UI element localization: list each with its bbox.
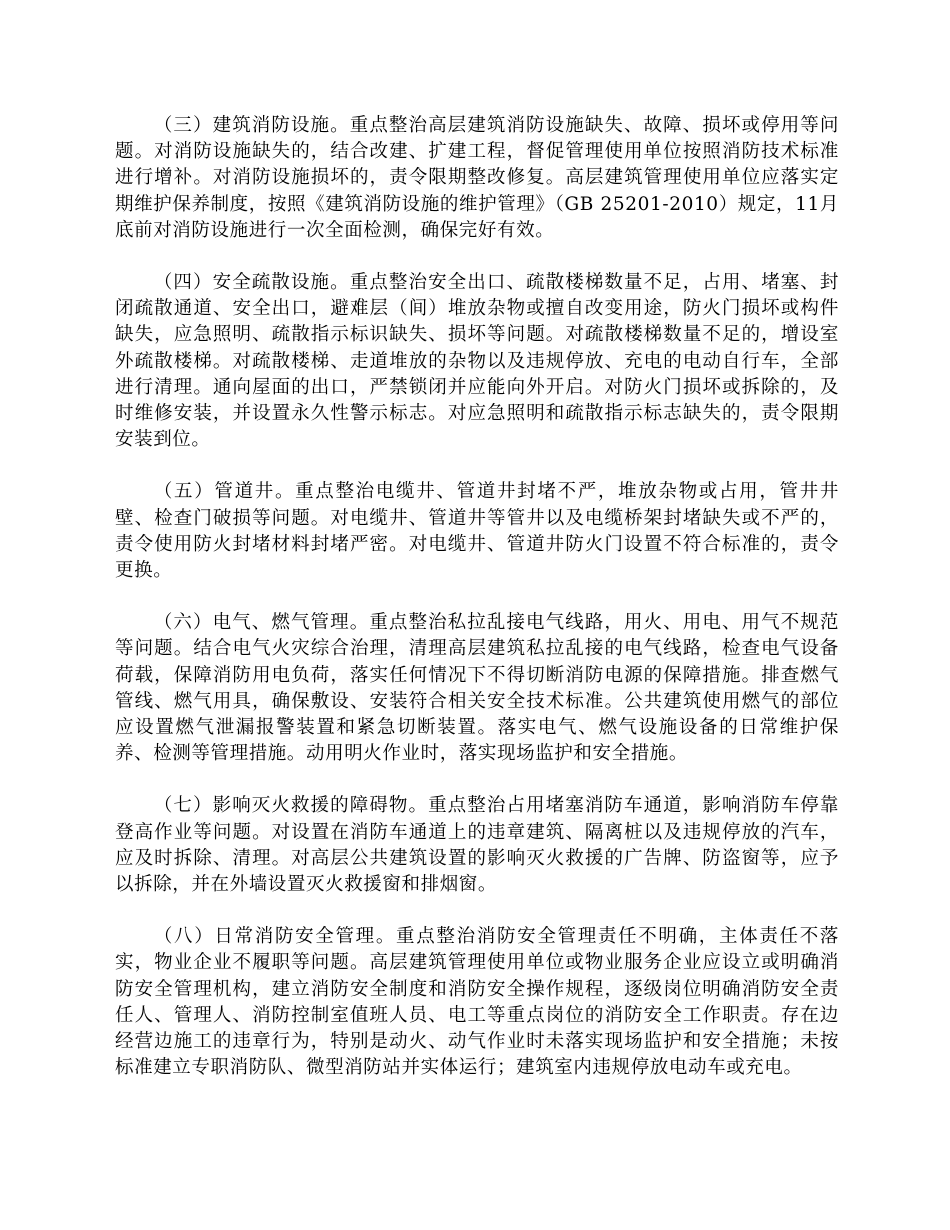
paragraph-building-fire-facilities: （三）建筑消防设施。重点整治高层建筑消防设施缺失、故障、损坏或停用等问题。对消防设施缺失的，结合改建、扩建工程，督促管理使用单位按照消防技术标准进行增补。对消防设施损坏的，责令限期整改修复。高层建筑管理使用单位应落实定期维护保养制度，按照《建筑消防设施的维护管理》（GB 25201-2010）规定，11月底前对消防设施进行一次全面检测，确保完好有效。 [115, 115, 839, 241]
paragraph-daily-management: （八）日常消防安全管理。重点整治消防安全管理责任不明确，主体责任不落实，物业企业不履职等问题。高层建筑管理使用单位或物业服务企业应设立或明确消防安全管理机构，建立消防安全制度和消防安全操作规程，逐级岗位明确消防安全责任人、管理人、消防控制室值班人员、电工等重点岗位的消防安全工作职责。存在边经营边施工的违章行为，特别是动火、动气作业时未落实现场监护和安全措施；未按标准建立专职消防队、微型消防站并实体运行；建筑室内违规停放电动车或充电。 [115, 926, 839, 1079]
paragraph-pipe-shafts: （五）管道井。重点整治电缆井、管道井封堵不严，堆放杂物或占用，管井井壁、检查门破损等问题。对电缆井、管道井等管井以及电缆桥架封堵缺失或不严的，责令使用防火封堵材料封堵严密。对电缆井、管道井防火门设置不符合标准的，责令更换。 [115, 481, 839, 582]
paragraph-electric-gas: （六）电气、燃气管理。重点整治私拉乱接电气线路，用火、用电、用气不规范等问题。结合电气火灾综合治理，清理高层建筑私拉乱接的电气线路，检查电气设备荷载，保障消防用电负荷，落实任何情况下不得切断消防电源的保障措施。排查燃气管线、燃气用具，确保敷设、安装符合相关安全技术标准。公共建筑使用燃气的部位应设置燃气泄漏报警装置和紧急切断装置。落实电气、燃气设施设备的日常维护保养、检测等管理措施。动用明火作业时，落实现场监护和安全措施。 [115, 612, 839, 765]
document-page [115, 113, 839, 1108]
paragraph-rescue-obstacles: （七）影响灭火救援的障碍物。重点整治占用堵塞消防车通道，影响消防车停靠登高作业等问题。对设置在消防车通道上的违章建筑、隔离桩以及违规停放的汽车，应及时拆除、清理。对高层公共建筑设置的影响灭火救援的广告牌、防盗窗等，应予以拆除，并在外墙设置灭火救援窗和排烟窗。 [115, 795, 839, 896]
paragraph-safe-evacuation: （四）安全疏散设施。重点整治安全出口、疏散楼梯数量不足，占用、堵塞、封闭疏散通道、安全出口，避难层（间）堆放杂物或擅自改变用途，防火门损坏或构件缺失，应急照明、疏散指示标识缺失、损坏等问题。对疏散楼梯数量不足的，增设室外疏散楼梯。对疏散楼梯、走道堆放的杂物以及违规停放、充电的电动自行车，全部进行清理。通向屋面的出口，严禁锁闭并应能向外开启。对防火门损坏或拆除的，及时维修安装，并设置永久性警示标志。对应急照明和疏散指示标志缺失的，责令限期安装到位。 [115, 272, 839, 451]
